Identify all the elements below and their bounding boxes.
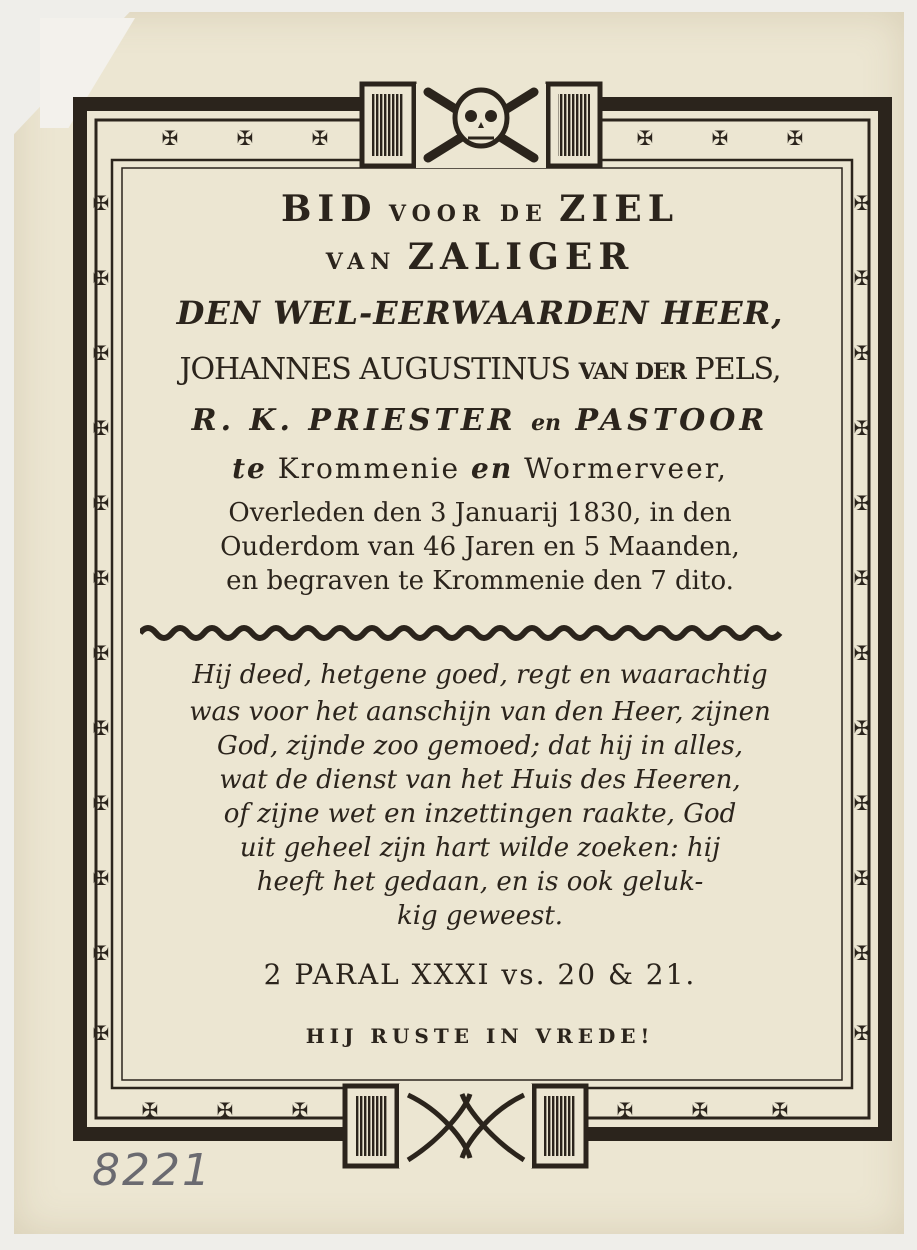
svg-text:✠: ✠ [216,1098,234,1122]
priester-label: R. K. PRIESTER [191,403,517,438]
word-bid: BID [280,188,378,230]
svg-text:✠: ✠ [92,941,110,965]
death-line: Overleden den 3 Januarij 1830, in den [228,498,732,528]
wavy-divider [140,624,790,642]
svg-text:✠: ✠ [771,1098,789,1122]
verse-line-5: of zijne wet en inzettingen raakte, God [223,799,737,829]
age-line: Ouderdom van 46 Jaren en 5 Maanden, [220,532,740,562]
svg-text:✠: ✠ [92,791,110,815]
word-van: VAN [325,249,397,275]
svg-text:✠: ✠ [92,1021,110,1045]
svg-text:✠: ✠ [853,416,871,440]
verse-line-7: heeft het gedaan, en is ook geluk- [256,867,704,897]
svg-text:✠: ✠ [92,866,110,890]
verse-line-1: Hij deed, hetgene goed, regt en waarachtig [192,660,768,690]
words-voor-de: VOOR DE [388,201,548,227]
svg-text:✠: ✠ [92,491,110,515]
pencil-annotation: 8221 [92,1145,212,1196]
svg-text:✠: ✠ [616,1098,634,1122]
scripture-reference: 2 PARAL XXXI vs. 20 & 21. [263,958,697,991]
svg-text:✠: ✠ [141,1098,159,1122]
given-names: JOHANNES AUGUSTINUS [179,352,571,387]
svg-text:✠: ✠ [853,866,871,890]
svg-text:✠: ✠ [853,341,871,365]
closing-line: HIJ RUSTE IN VREDE! [305,1024,655,1048]
svg-text:✠: ✠ [92,716,110,740]
svg-text:✠: ✠ [161,126,179,150]
name-line [125,352,835,387]
svg-text:✠: ✠ [853,791,871,815]
svg-text:✠: ✠ [92,566,110,590]
svg-text:✠: ✠ [92,191,110,215]
svg-text:✠: ✠ [92,416,110,440]
svg-text:✠: ✠ [853,566,871,590]
word-te: te [232,452,267,485]
svg-text:✠: ✠ [311,126,329,150]
office-line [125,403,835,438]
svg-text:✠: ✠ [691,1098,709,1122]
word-zaliger: ZALIGER [407,236,635,278]
verse-line-2: was voor het aanschijn van den Heer, zijnen [189,697,771,727]
svg-text:✠: ✠ [853,1021,871,1045]
title-line: DEN WEL-EERWAARDEN HEER, [176,294,784,332]
svg-text:✠: ✠ [853,266,871,290]
heading-line-1 [125,188,835,230]
svg-text:✠: ✠ [711,126,729,150]
svg-text:✠: ✠ [853,191,871,215]
verse-line-4: wat de dienst van het Huis des Heeren, [219,765,741,795]
place-line [125,452,835,485]
verse-line-6: uit geheel zijn hart wilde zoeken: hij [239,833,721,863]
svg-text:✠: ✠ [853,941,871,965]
svg-text:✠: ✠ [636,126,654,150]
svg-text:✠: ✠ [291,1098,309,1122]
burial-line: en begraven te Krommenie den 7 dito. [226,566,734,596]
svg-text:✠: ✠ [853,716,871,740]
place-wormerveer: Wormerveer, [524,452,728,485]
verse-line-3: God, zijnde zoo gemoed; dat hij in alles, [216,731,744,761]
word-en-2: en [471,452,514,485]
words-van-der: VAN DER [578,359,686,385]
svg-text:✠: ✠ [92,266,110,290]
svg-text:✠: ✠ [853,641,871,665]
svg-text:✠: ✠ [236,126,254,150]
svg-text:✠: ✠ [92,341,110,365]
surname: PELS, [694,352,781,387]
pastoor-label: PASTOOR [575,403,769,438]
heading-line-2 [125,236,835,278]
place-krommenie: Krommenie [277,452,461,485]
word-ziel: ZIEL [559,188,680,230]
svg-text:✠: ✠ [786,126,804,150]
svg-text:✠: ✠ [92,641,110,665]
word-en: en [531,410,562,436]
verse-line-8: kig geweest. [396,901,564,931]
svg-text:✠: ✠ [853,491,871,515]
